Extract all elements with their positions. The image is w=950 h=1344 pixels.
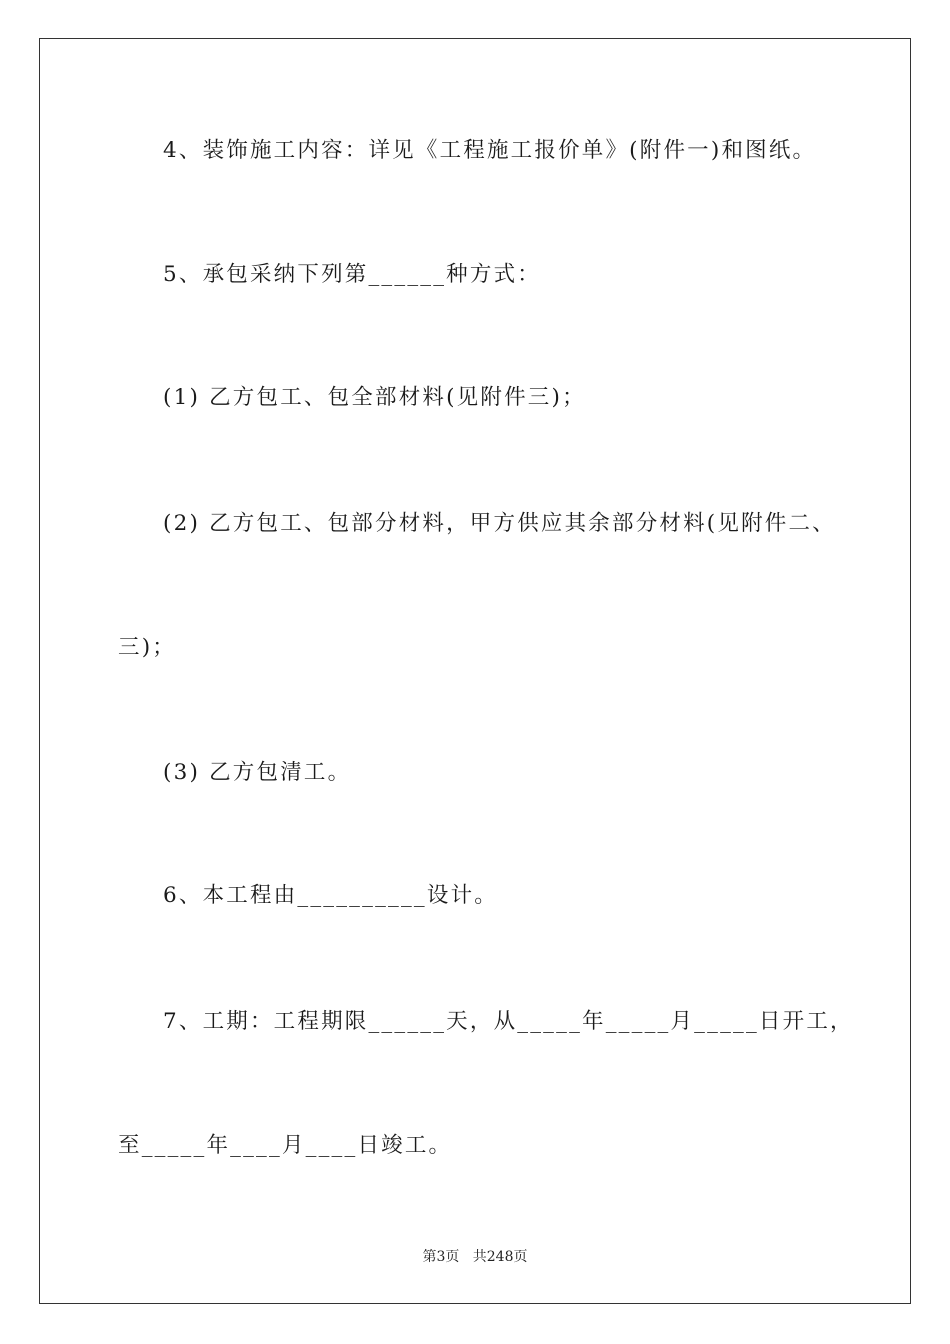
- clause-7-schedule: 7、工期：工程期限______天，从_____年_____月_____日开工，: [163, 1009, 854, 1034]
- clause-5-contract-method: 5、承包采纳下列第______种方式：: [163, 262, 541, 287]
- option-2-partial-materials: (2) 乙方包工、包部分材料，甲方供应其余部分材料(见附件二、: [163, 511, 836, 536]
- option-2-continuation: 三)；: [118, 635, 176, 660]
- page-border: [39, 38, 911, 1304]
- page-footer: [0, 1247, 950, 1267]
- page-number: 第3页: [422, 1249, 460, 1265]
- clause-7-completion-date: 至_____年____月____日竣工。: [118, 1133, 453, 1158]
- clause-4-decoration-content: 4、装饰施工内容：详见《工程施工报价单》(附件一)和图纸。: [163, 138, 817, 163]
- clause-6-design: 6、本工程由__________设计。: [163, 883, 498, 908]
- total-pages: 共248页: [472, 1249, 528, 1265]
- option-1-full-materials: (1) 乙方包工、包全部材料(见附件三)；: [163, 385, 586, 410]
- option-3-labor-only: (3) 乙方包清工。: [163, 760, 352, 785]
